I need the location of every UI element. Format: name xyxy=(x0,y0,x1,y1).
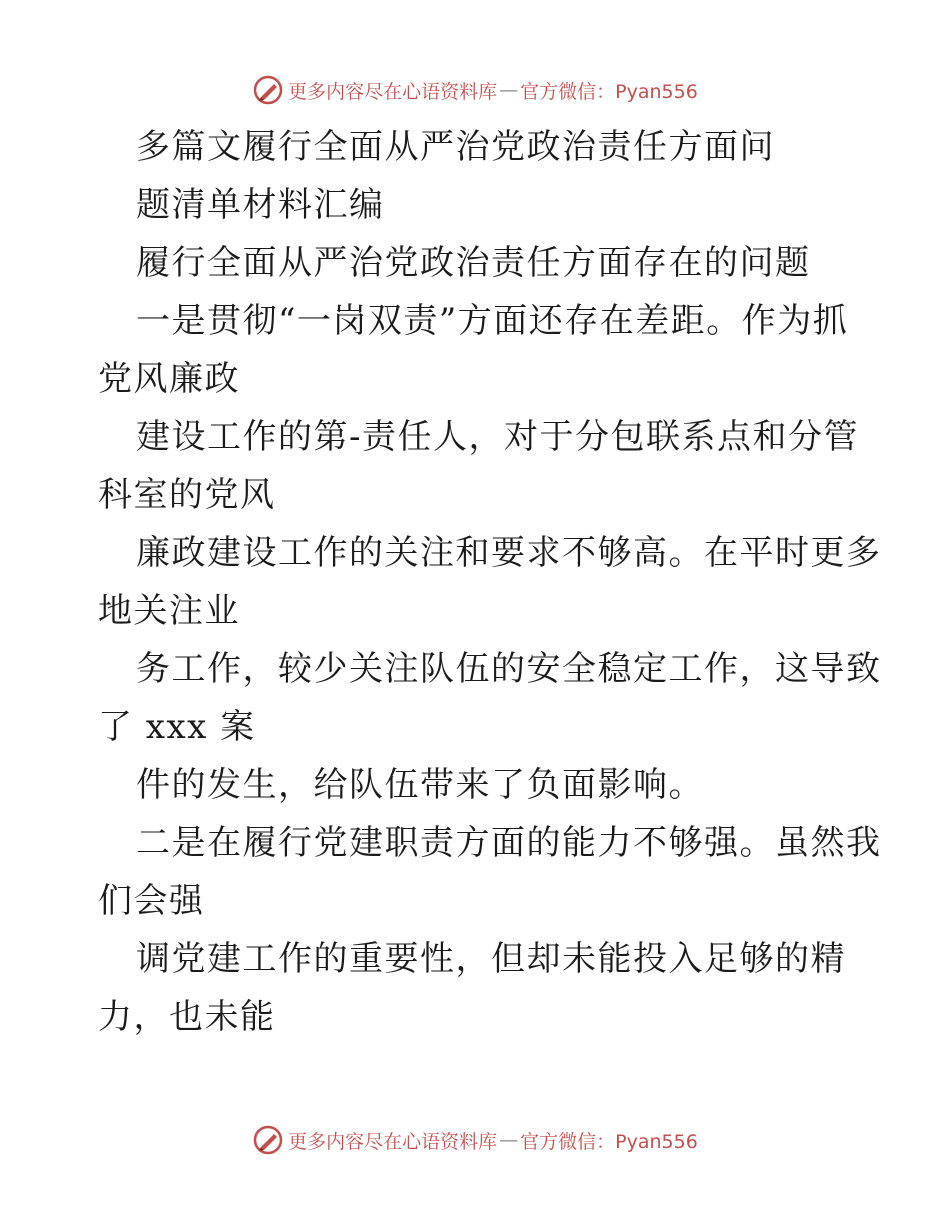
watermark-separator: — xyxy=(499,79,519,101)
footer-watermark xyxy=(0,1120,950,1160)
document-line: 一是贯彻“一岗双责”方面还存在差距。作为抓 xyxy=(136,301,849,341)
document-line: 题清单材料汇编 xyxy=(136,185,385,225)
document-line: 们会强 xyxy=(98,881,205,921)
document-line: 多篇文履行全面从严治党政治责任方面问 xyxy=(136,127,775,167)
document-body xyxy=(98,118,882,1046)
document-line: 科室的党风 xyxy=(98,475,276,515)
document-line: 力，也未能 xyxy=(98,997,276,1037)
watermark-wechat-text: 官方微信：Pyan556 xyxy=(520,80,698,103)
document-line: 廉政建设工作的关注和要求不够高。在平时更多 xyxy=(136,533,882,573)
document-line: 地关注业 xyxy=(98,591,240,631)
watermark-wechat-text: 官方微信：Pyan556 xyxy=(520,1130,698,1153)
header-watermark xyxy=(0,70,950,110)
watermark-main-text: 更多内容尽在心语资料库 xyxy=(288,1130,498,1153)
pen-logo-icon xyxy=(252,1124,284,1156)
document-line: 了 xxx 案 xyxy=(98,707,256,747)
document-line: 建设工作的第-责任人，对于分包联系点和分管 xyxy=(136,417,859,457)
pen-logo-icon xyxy=(252,74,284,106)
watermark-separator: — xyxy=(499,1129,519,1151)
document-line: 二是在履行党建职责方面的能力不够强。虽然我 xyxy=(136,823,882,863)
document-line: 务工作，较少关注队伍的安全稳定工作，这导致 xyxy=(136,649,882,689)
watermark-main-text: 更多内容尽在心语资料库 xyxy=(288,80,498,103)
document-line: 件的发生，给队伍带来了负面影响。 xyxy=(136,765,704,805)
document-line: 履行全面从严治党政治责任方面存在的问题 xyxy=(136,243,811,283)
document-line: 党风廉政 xyxy=(98,359,240,399)
document-line: 调党建工作的重要性，但却未能投入足够的精 xyxy=(136,939,846,979)
